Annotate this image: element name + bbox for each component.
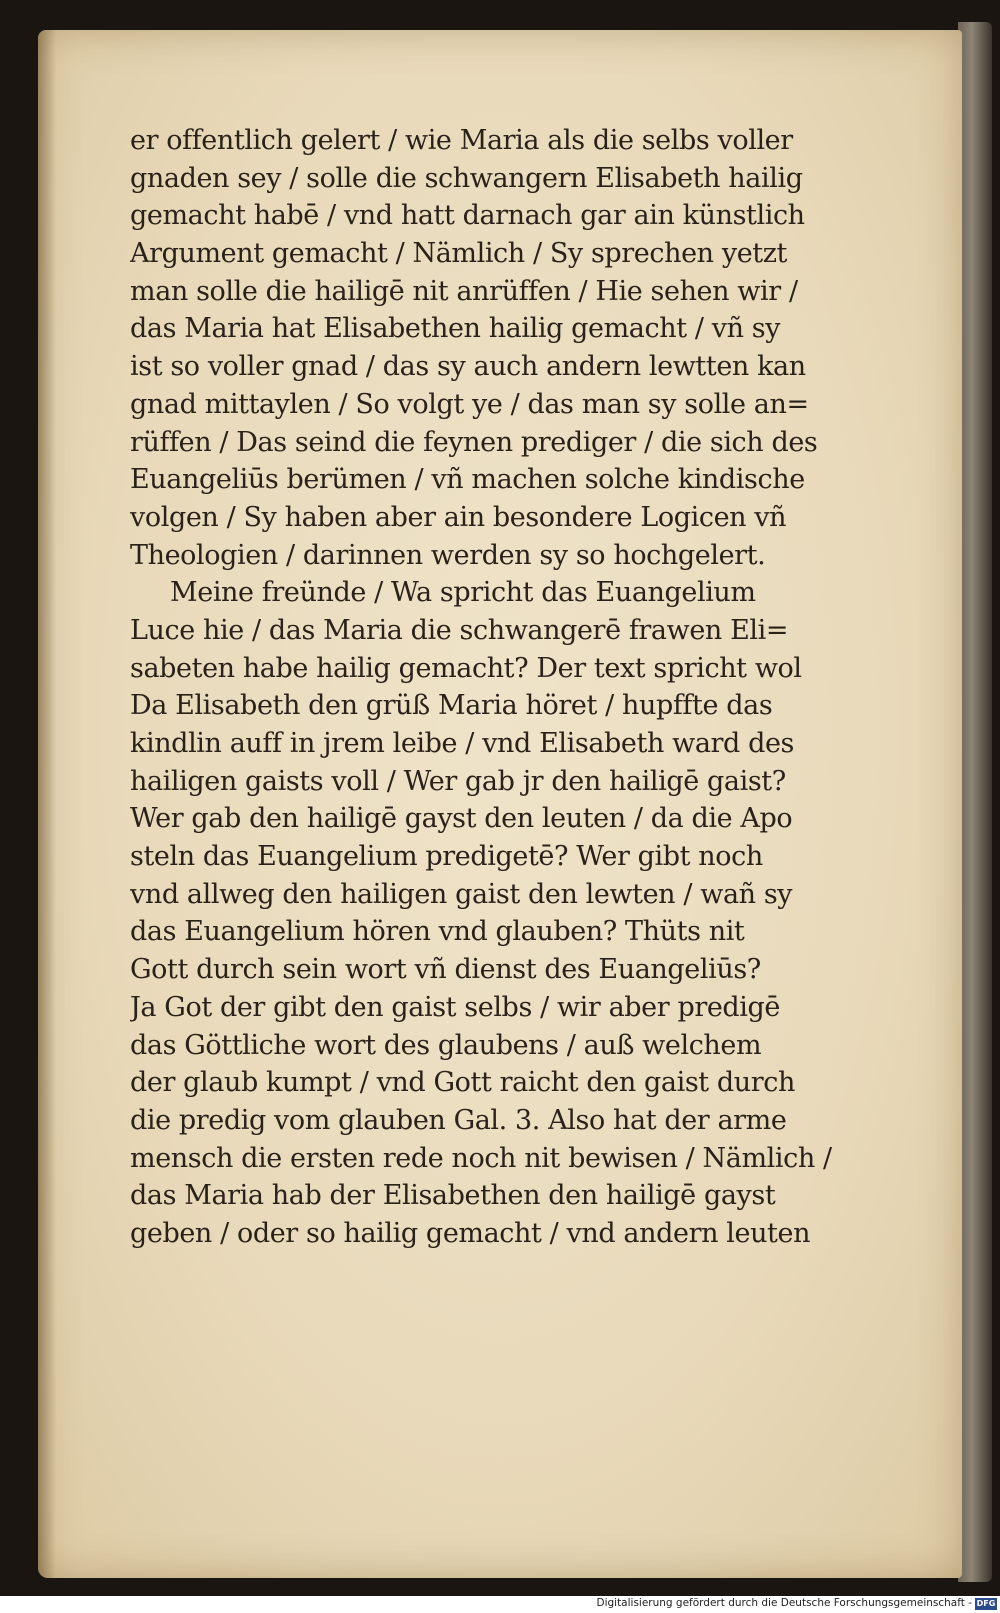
text-line: Argument gemacht / Nämlich / Sy sprechen yetzt [130,238,788,270]
text-line: das Maria hab der Elisabethen den hailigē gayst [130,1180,776,1212]
page-text [130,122,860,1253]
text-line: der glaub kumpt / vnd Gott raicht den gaist durch [130,1067,795,1099]
footer-bar [0,1596,1000,1613]
text-line: mensch die ersten rede noch nit bewisen / Nämlich / [130,1142,832,1174]
text-line: Luce hie / das Maria die schwangerē frawen Eli= [130,614,789,646]
paragraph-start-line: Meine freünde / Wa spricht das Euangelium [170,577,756,609]
text-line: sabeten habe hailig gemacht? Der text spricht wol [130,652,802,684]
text-line: gnad mittaylen / So volgt ye / das man sy solle an= [130,388,809,420]
text-line: vnd allweg den hailigen gaist den lewten / wañ sy [130,878,793,910]
text-line: man solle die hailigē nit anrüffen / Hie sehen wir / [130,275,798,307]
text-line: Ja Got der gibt den gaist selbs / wir aber predigē [130,991,780,1023]
text-line: die predig vom glauben Gal. 3. Also hat der arme [130,1104,787,1136]
dfg-logo: DFG [976,1599,996,1608]
text-line: Wer gab den hailigē gayst den leuten / da die Apo [130,803,793,835]
text-line: Gott durch sein wort vñ dienst des Euangeliūs? [130,954,761,986]
funding-credit: Digitalisierung gefördert durch die Deutsche Forschungsgemeinschaft - [596,1597,972,1609]
text-line: das Maria hat Elisabethen hailig gemacht / vñ sy [130,313,781,345]
text-line: Theologien / darinnen werden sy so hochgelert. [130,539,766,571]
text-line: Euangeliūs berümen / vñ machen solche kindische [130,464,805,496]
text-line: hailigen gaists voll / Wer gab jr den hailigē gaist? [130,765,786,797]
text-line: er offentlich gelert / wie Maria als die selbs voller [130,125,793,156]
text-line: das Göttliche wort des glaubens / auß welchem [130,1029,762,1061]
text-line: gemacht habē / vnd hatt darnach gar ain künstlich [130,200,805,232]
text-line: ist so voller gnad / das sy auch andern lewtten kan [130,351,806,383]
text-line: das Euangelium hören vnd glauben? Thüts nit [130,916,745,948]
text-line: rüffen / Das seind die feynen prediger / die sich des [130,426,818,458]
page-edge [958,22,992,1582]
text-line: Da Elisabeth den grüß Maria höret / hupffte das [130,690,773,722]
text-line: gnaden sey / solle die schwangern Elisabeth hailig [130,162,803,194]
text-line: geben / oder so hailig gemacht / vnd andern leuten [130,1217,811,1249]
text-line: steln das Euangelium predigetē? Wer gibt noch [130,841,763,873]
text-line: volgen / Sy haben aber ain besondere Logicen vñ [130,501,787,533]
text-line: kindlin auff in jrem leibe / vnd Elisabeth ward des [130,728,795,759]
